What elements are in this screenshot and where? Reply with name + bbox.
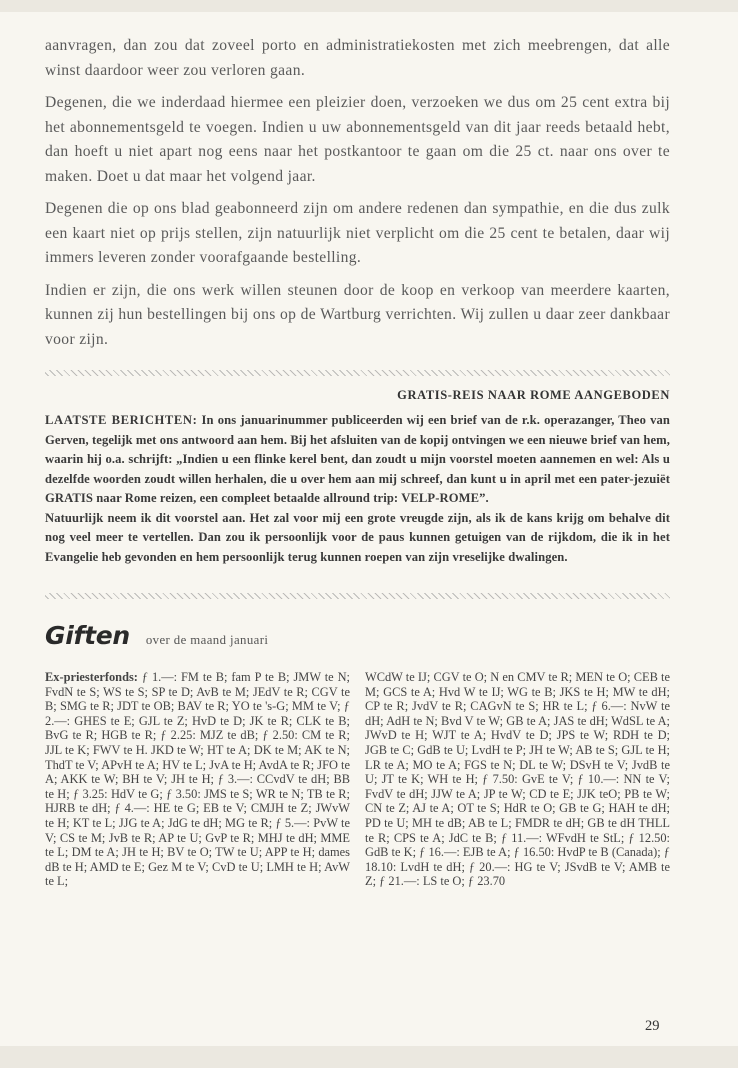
fund-name: Ex-priesterfonds: (45, 670, 138, 684)
wavy-divider-top (45, 370, 670, 376)
giften-list-right: WCdW te IJ; CGV te O; N en CMV te R; MEN te O; CEB te M; GCS te A; Hvd W te IJ; WG te B; JKS te H; MW te dH; CP te R; JvdV te R; CAGvN te S; HR te L; ƒ 6.—: NvW te dH; AdH te N; Bvd V te W; GB te A; JAS te dH; WdSL te A; JWvD te H; WJT te A; HvdV te D; JPS te W; RDH te D; JGB te C; GdB te U; LvdH te P; JH te W; AB te S; GJL te H; LR te A; MO te A; FGS te N; DL te W; DSvH te V; JvdB te U; JT te K; WH te H; ƒ 7.50: GvE te V; ƒ 10.—: NN te V; FvdV te dH; JJW te A; JP te W; CD te E; JJK teO; PB te W; CN te Z; AJ te A; OT te S; HdR te O; GB te G; HAH te dH; PD te U; MH te dB; AB te L; FMDR te dH; GB te dH THLL te R; CPS te A; JdC te B; ƒ 11.—: WFvdH te StL; ƒ 12.50: GdB te K; ƒ 16.—: EJB te A; ƒ 16.50: HvdP te B (Canada); ƒ 18.10: LvdH te dH; ƒ 20.—: HG te V; JSvdB te V; AMB te Z; ƒ 21.—: LS te O; ƒ 23.70 (365, 670, 670, 889)
news-text-1: In ons januarinummer publiceerden wij een brief van de r.k. operazanger, Theo van Gerven, tegelijk met ons antwoord aan hem. Bij het afsluiten van de kopij ontvingen we een nieuwe brief van hem, waarin hij o.a. schrijft: „Indien u een flinke kerel bent, dan zoudt u mijn voorstel moeten aannemen en wel: Als u dezelfde woorden zoudt willen herhalen, die u over hem aan mij schreef, dan kunt u in april met een pater-jezuiët GRATIS naar Rome reizen, een compleet betaalde allround trip: VELP-ROME”. (45, 413, 670, 505)
wavy-divider-bottom (45, 593, 670, 599)
page-content (45, 34, 670, 889)
news-lead: LAATSTE BERICHTEN: (45, 413, 198, 427)
intro-paragraph-1: aanvragen, dan zou dat zoveel porto en administratiekosten met zich meebrengen, dat alle winst daardoor weer zou verloren gaan. (45, 37, 670, 79)
scan-bottom-edge (0, 1046, 738, 1068)
scan-top-edge (0, 0, 738, 12)
intro-paragraph-4: Indien er zijn, die ons werk willen steunen door de koop en verkoop van meerdere kaarten, kunnen zij hun bestellingen bij ons op de Wartburg verrichten. Wij zullen u daar zeer dankbaar voor zijn. (45, 281, 670, 348)
giften-columns (45, 670, 670, 889)
giften-title: Giften (45, 621, 130, 650)
news-text-2: Natuurlijk neem ik dit voorstel aan. Het zal voor mij een grote vreugde zijn, als ik de kans krijg om behalve dit nog veel meer te vertellen. Dan zou ik persoonlijk voor de paus kunnen getuigen van de rijkdom, die ik in het Evangelie heb gevonden en hem persoonlijk terug kunnen roepen van zijn vreselijke dwalingen. (45, 510, 670, 564)
news-headline: GRATIS-REIS NAAR ROME AANGEBODEN (397, 388, 670, 402)
intro-paragraph-3: Degenen die op ons blad geabonneerd zijn om andere redenen dan sympathie, en die dus zulk een kaart niet op prijs stellen, zijn natuurlijk niet verplicht om die 25 cent te betalen, daar wij immers leveren zonder voorafgaande bestelling. (45, 200, 670, 266)
giften-subtitle: over de maand januari (145, 633, 269, 647)
intro-paragraph-2: Degenen, die we inderdaad hiermee een pleizier doen, verzoeken we dus om 25 cent extra bij het abonnementsgeld te voegen. Indien u uw abonnementsgeld van dit jaar reeds betaald hebt, dan hoeft u niet apart nog eens naar het postkantoor te gaan om die 25 ct. naar ons over te maken. Doet u dat maar het volgend jaar. (45, 94, 670, 185)
giften-list-left: ƒ 1.—: FM te B; fam P te B; JMW te N; FvdN te S; WS te S; SP te D; AvB te M; JEdV te R; CGV te B; SMG te R; JDT te OB; BAV te R; YO te 's-G; MM te V; ƒ 2.—: GHES te E; GJL te Z; HvD te D; JK te R; CLK te B; BvG te R; HGB te R; ƒ 2.25: MJZ te dB; ƒ 2.50: CM te R; JJL te K; FWV te H. JKD te W; HT te A; DK te M; AK te N; ThdT te V; APvH te A; HV te L; JvA te H; AvdA te R; JFO te A; AKK te W; BH te V; JH te H; ƒ 3.—: CCvdV te dH; BB te H; ƒ 3.25: HdV te G; ƒ 3.50: JMS te S; WR te N; TB te R; HJRB te dH; ƒ 4.—: HE te G; EB te V; CMJH te Z; JWvW te H; KT te L; JJG te A; JdG te dH; MG te R; ƒ 5.—: PvW te V; CS te M; JvB te R; AP te U; GvP te R; MHJ te dH; MME te L; DM te A; JH te H; BV te O; TW te U; APP te H; dames dB te H; AMD te E; Gez M te V; CvD te U; LMH te H; AvW te L; (45, 670, 350, 889)
giften-header (45, 621, 670, 650)
giften-column-left (45, 670, 350, 889)
giften-column-right (365, 670, 670, 889)
page-number: 29 (645, 1018, 660, 1034)
news-body (45, 411, 670, 567)
